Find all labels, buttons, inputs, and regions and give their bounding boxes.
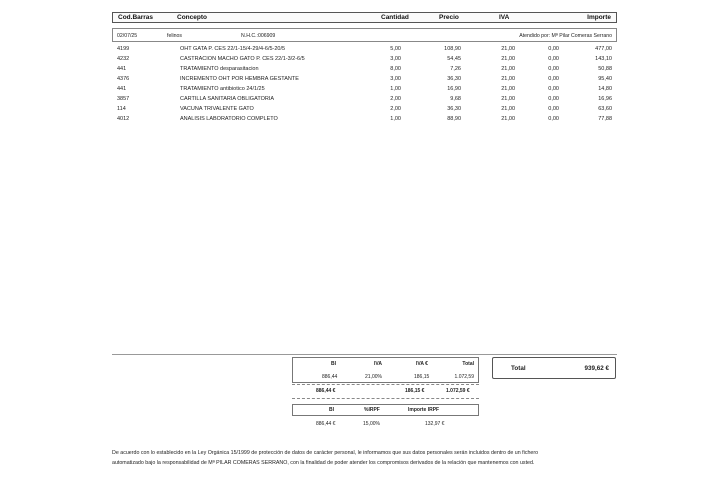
grand-total-box — [492, 357, 616, 379]
iva-row-iva-eur: 186,15 — [414, 374, 430, 380]
line-discount: 0,00 — [548, 85, 559, 92]
line-code: 4376 — [117, 75, 130, 82]
table-row — [112, 74, 617, 84]
visit-species: felinos — [167, 32, 182, 39]
iva-header-iva: IVA — [374, 361, 382, 367]
line-amount: 77,88 — [598, 116, 612, 123]
irpf-header-pct: %IRPF — [364, 407, 380, 413]
line-qty: 3,00 — [390, 55, 401, 62]
line-discount: 0,00 — [548, 75, 559, 82]
line-price: 54,45 — [447, 55, 461, 62]
line-qty: 1,00 — [390, 85, 401, 92]
line-amount: 143,10 — [595, 55, 612, 62]
grand-total-label: Total — [511, 365, 526, 372]
line-code: 114 — [117, 106, 126, 113]
grand-total-value: 939,62 € — [584, 365, 609, 372]
iva-header-bi: BI — [331, 361, 336, 367]
col-iva: IVA — [499, 14, 510, 21]
lines-table-header — [112, 12, 617, 23]
iva-row-iva: 21,00% — [365, 374, 382, 380]
line-code: 4012 — [117, 116, 130, 123]
line-concept: CARTILLA SANITARIA OBLIGATORIA — [180, 95, 275, 102]
table-row — [112, 105, 617, 115]
summary-separator — [112, 354, 617, 355]
line-concept: OHT GATA P. CES 22/1-15/4-29/4-6/5-20/5 — [180, 45, 286, 52]
irpf-row-pct: 15,00% — [363, 421, 380, 427]
irpf-row-amount: 132,97 € — [425, 421, 445, 427]
line-qty: 2,00 — [390, 106, 401, 113]
line-iva: 21,00 — [501, 55, 515, 62]
line-iva: 21,00 — [501, 45, 515, 52]
table-row — [112, 64, 617, 74]
line-discount: 0,00 — [548, 116, 559, 123]
line-price: 9,68 — [450, 95, 461, 102]
line-qty: 3,00 — [390, 75, 401, 82]
line-iva: 21,00 — [501, 75, 515, 82]
line-code: 441 — [117, 85, 127, 92]
visit-info-bar — [112, 28, 617, 42]
visit-attended-by: Atendido por: Mª Pilar Comeras Serrano — [519, 32, 612, 39]
col-concepto: Concepto — [177, 14, 207, 21]
col-cod-barras: Cod.Barras — [118, 14, 154, 21]
line-iva: 21,00 — [501, 106, 515, 113]
irpf-header-bi: BI — [329, 407, 334, 413]
col-cantidad: Cantidad — [381, 14, 409, 21]
table-row — [112, 54, 617, 64]
line-code: 4199 — [117, 45, 130, 52]
iva-header-total: Total — [462, 361, 474, 367]
line-amount: 477,00 — [595, 45, 612, 52]
line-amount: 50,88 — [598, 65, 612, 72]
iva-totals-rule — [292, 384, 479, 385]
iva-row-bi: 886,44 — [322, 374, 338, 380]
irpf-row-bi: 886,44 € — [316, 421, 336, 427]
table-row — [112, 44, 617, 54]
line-amount: 14,80 — [598, 85, 612, 92]
line-qty: 5,00 — [390, 45, 401, 52]
line-price: 7,26 — [450, 65, 461, 72]
line-price: 88,90 — [447, 116, 461, 123]
line-concept: VACUNA TRIVALENTE GATO — [180, 106, 254, 113]
line-discount: 0,00 — [548, 95, 559, 102]
table-row — [112, 115, 617, 125]
legal-notice — [112, 449, 617, 468]
line-iva: 21,00 — [501, 85, 515, 92]
iva-totals-rule-bottom — [292, 398, 479, 399]
irpf-summary-box — [292, 404, 479, 416]
line-code: 4232 — [117, 55, 130, 62]
iva-header-iva-eur: IVA € — [416, 361, 428, 367]
line-qty: 1,00 — [390, 116, 401, 123]
iva-total-total: 1.072,59 € — [446, 388, 470, 394]
invoice-lines — [112, 44, 617, 125]
line-concept: TRATAMIENTO antibiotico 24/1/25 — [180, 85, 265, 92]
line-discount: 0,00 — [548, 45, 559, 52]
iva-total-bi: 886,44 € — [316, 388, 336, 394]
line-price: 108,90 — [444, 45, 461, 52]
line-concept: INCREMENTO OHT POR HEMBRA GESTANTE — [180, 75, 299, 82]
line-amount: 63,60 — [598, 106, 612, 113]
line-iva: 21,00 — [501, 95, 515, 102]
line-price: 16,90 — [447, 85, 461, 92]
legal-line-1: De acuerdo con lo establecido en la Ley Orgánica 15/1999 de protección de datos de carácter personal, le informamos que sus datos personales serán incluidos dentro de un fichero — [112, 450, 539, 456]
line-iva: 21,00 — [501, 65, 515, 72]
table-row — [112, 84, 617, 94]
line-price: 36,30 — [447, 106, 461, 113]
line-amount: 95,40 — [598, 75, 612, 82]
visit-date: 02/07/25 — [117, 32, 138, 39]
table-row — [112, 94, 617, 104]
col-precio: Precio — [439, 14, 459, 21]
irpf-header-amount: Importe IRPF — [408, 407, 440, 413]
line-concept: TRATAMIENTO desparasitacion — [180, 65, 259, 72]
line-qty: 2,00 — [390, 95, 401, 102]
iva-summary-box — [292, 357, 479, 383]
legal-line-2: automatizado bajo la responsabilidad de Mª PILAR COMERAS SERRANO, con la finalidad de poder atender los compromisos derivados de la relación que mantenemos con usted. — [112, 459, 535, 466]
line-discount: 0,00 — [548, 65, 559, 72]
line-code: 441 — [117, 65, 127, 72]
visit-nhc: N.H.C.:006909 — [241, 32, 276, 39]
line-concept: CASTRACION MACHO GATO P. CES 22/1-3/2-6/5 — [180, 55, 305, 62]
line-qty: 8,00 — [390, 65, 401, 72]
line-price: 36,30 — [447, 75, 461, 82]
line-amount: 16,96 — [598, 95, 612, 102]
line-discount: 0,00 — [548, 55, 559, 62]
line-code: 3857 — [117, 95, 130, 102]
iva-total-iva-eur: 186,15 € — [405, 388, 425, 394]
line-discount: 0,00 — [548, 106, 559, 113]
iva-row-total: 1.072,59 — [454, 374, 474, 380]
line-concept: ANALISIS LABORATORIO COMPLETO — [180, 116, 278, 123]
line-iva: 21,00 — [501, 116, 515, 123]
col-importe: Importe — [587, 14, 611, 21]
